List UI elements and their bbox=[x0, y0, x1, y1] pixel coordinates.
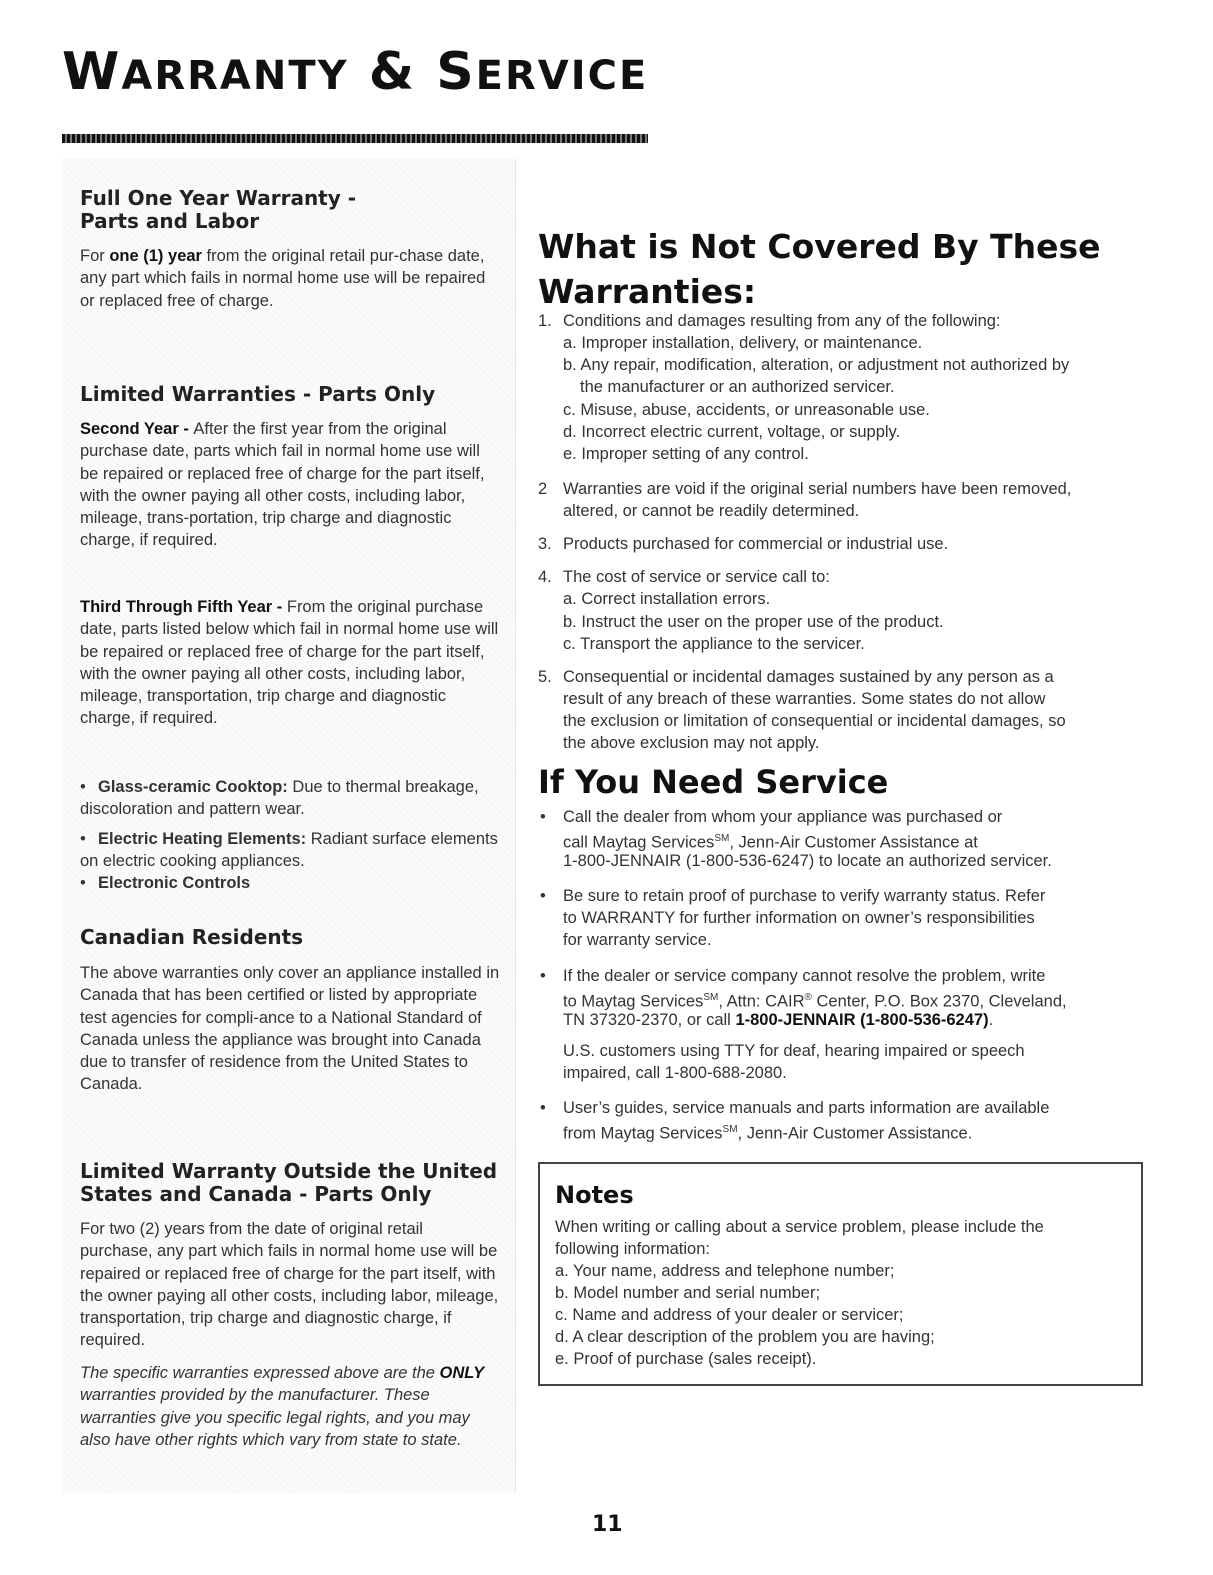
notes-line: following information: bbox=[555, 1240, 710, 1258]
bullet-heating-elements: • Electric Heating Elements: Radiant surface elements on electric cooking appliances. bbox=[80, 830, 498, 871]
service-line: User’s guides, service manuals and parts information are available bbox=[563, 1099, 1050, 1117]
service-line: impaired, call 1-800-688-2080. bbox=[563, 1064, 787, 1082]
list-item: a. Correct installation errors. bbox=[563, 590, 771, 608]
service-line: to Maytag Services℠, Attn: CAIR® Center, P.O. Box 2370, Cleveland, bbox=[563, 992, 1067, 1011]
list-item: b. Instruct the user on the proper use of the product. bbox=[563, 613, 944, 631]
list-item: the above exclusion may not apply. bbox=[563, 734, 820, 752]
item-number: 4. bbox=[538, 568, 552, 586]
notes-line: a. Your name, address and telephone number; bbox=[555, 1262, 895, 1280]
list-item: c. Transport the appliance to the servicer. bbox=[563, 635, 865, 653]
notes-line: b. Model number and serial number; bbox=[555, 1284, 821, 1302]
full-warranty-heading: Full One Year Warranty - Parts and Labor bbox=[80, 186, 357, 233]
bullet-glyph: • bbox=[540, 808, 546, 826]
item-number: 1. bbox=[538, 312, 552, 330]
list-item: d. Incorrect electric current, voltage, or supply. bbox=[563, 423, 901, 441]
service-line: If the dealer or service company cannot resolve the problem, write bbox=[563, 967, 1046, 985]
list-item: Consequential or incidental damages sustained by any person as a bbox=[563, 668, 1054, 686]
service-line: for warranty service. bbox=[563, 931, 712, 949]
canadian-body: The above warranties only cover an appliance installed in Canada that has been certified or listed by appropriate test agencies for compli-ance to a National Standard of Canada unless the appliance was brought into Canada due to transfer of residence from the United States to Canada. bbox=[80, 964, 500, 1094]
list-item: The cost of service or service call to: bbox=[563, 568, 830, 586]
second-year-text: Second Year - After the first year from the original purchase date, parts which fail in normal home use will be repaired or replaced free of charge for the part itself, with the owner paying all other costs, including labor, mileage, trans-portation, trip charge and diagnostic charge, if required. bbox=[80, 420, 485, 550]
page-title: WARRANTY & SERVICE bbox=[62, 42, 649, 102]
specific-warranties-note: The specific warranties expressed above are the ONLY warranties provided by the manufacturer. These warranties give you specific legal rights, and you may also have other rights which vary from state to state. bbox=[80, 1364, 485, 1449]
service-line: from Maytag Services℠, Jenn-Air Customer Assistance. bbox=[563, 1124, 973, 1143]
notes-line: e. Proof of purchase (sales receipt). bbox=[555, 1350, 817, 1368]
list-item: the exclusion or limitation of consequential or incidental damages, so bbox=[563, 712, 1066, 730]
list-item: the manufacturer or an authorized servicer. bbox=[580, 378, 895, 396]
outside-us-body: For two (2) years from the date of original retail purchase, any part which fails in normal home use will be repaired or replaced free of charge for the part itself, with the owner paying all other costs, including labor, mileage, transportation, trip charge and diagnostic charge, if required. bbox=[80, 1220, 499, 1350]
list-item: a. Improper installation, delivery, or maintenance. bbox=[563, 334, 923, 352]
service-line: TN 37320-2370, or call 1-800-JENNAIR (1-800-536-6247). bbox=[563, 1011, 994, 1029]
bullet-glyph: • bbox=[540, 887, 546, 905]
list-item: result of any breach of these warranties. Some states do not allow bbox=[563, 690, 1046, 708]
not-covered-heading: What is Not Covered By These Warranties: bbox=[538, 227, 1101, 311]
need-service-heading: If You Need Service bbox=[538, 763, 889, 801]
service-line: Be sure to retain proof of purchase to verify warranty status. Refer bbox=[563, 887, 1046, 905]
service-line: U.S. customers using TTY for deaf, hearing impaired or speech bbox=[563, 1042, 1025, 1060]
notes-heading: Notes bbox=[555, 1181, 634, 1209]
list-item: Products purchased for commercial or industrial use. bbox=[563, 535, 949, 553]
service-line: 1-800-JENNAIR (1-800-536-6247) to locate an authorized servicer. bbox=[563, 852, 1052, 870]
notes-line: d. A clear description of the problem you are having; bbox=[555, 1328, 935, 1346]
outside-us-heading: Limited Warranty Outside the United States and Canada - Parts Only bbox=[80, 1159, 498, 1206]
service-line: call Maytag Services℠, Jenn-Air Customer Assistance at bbox=[563, 833, 978, 852]
notes-line: c. Name and address of your dealer or servicer; bbox=[555, 1306, 904, 1324]
list-item: e. Improper setting of any control. bbox=[563, 445, 809, 463]
item-number: 3. bbox=[538, 535, 552, 553]
service-line: Call the dealer from whom your appliance was purchased or bbox=[563, 808, 1003, 826]
title-rule bbox=[62, 134, 648, 143]
notes-line: When writing or calling about a service problem, please include the bbox=[555, 1218, 1044, 1236]
canadian-heading: Canadian Residents bbox=[80, 925, 304, 949]
list-item: Conditions and damages resulting from any of the following: bbox=[563, 312, 1001, 330]
bullet-glyph: • bbox=[540, 1099, 546, 1117]
list-item: b. Any repair, modification, alteration, or adjustment not authorized by bbox=[563, 356, 1070, 374]
full-warranty-body: For one (1) year from the original retail pur-chase date, any part which fails in normal home use will be repaired or replaced free of charge. bbox=[80, 247, 486, 310]
item-number: 5. bbox=[538, 668, 552, 686]
page-number: 11 bbox=[592, 1512, 623, 1537]
service-line: to WARRANTY for further information on owner’s responsibilities bbox=[563, 909, 1035, 927]
item-number: 2 bbox=[538, 480, 548, 498]
bullet-electronic-controls: • Electronic Controls bbox=[80, 874, 251, 892]
bullet-glass-ceramic: • Glass-ceramic Cooktop: Due to thermal breakage, discoloration and pattern wear. bbox=[80, 778, 479, 819]
limited-parts-heading: Limited Warranties - Parts Only bbox=[80, 382, 436, 406]
third-fifth-year-text: Third Through Fifth Year - From the original purchase date, parts listed below which fail in normal home use will be repaired or replaced free of charge for the part itself, with the owner paying all other costs, including labor, mileage, transportation, trip charge and diagnostic charge, if required. bbox=[80, 598, 499, 728]
list-item: altered, or cannot be readily determined. bbox=[563, 502, 860, 520]
list-item: c. Misuse, abuse, accidents, or unreasonable use. bbox=[563, 401, 930, 419]
bullet-glyph: • bbox=[540, 967, 546, 985]
list-item: Warranties are void if the original serial numbers have been removed, bbox=[563, 480, 1072, 498]
